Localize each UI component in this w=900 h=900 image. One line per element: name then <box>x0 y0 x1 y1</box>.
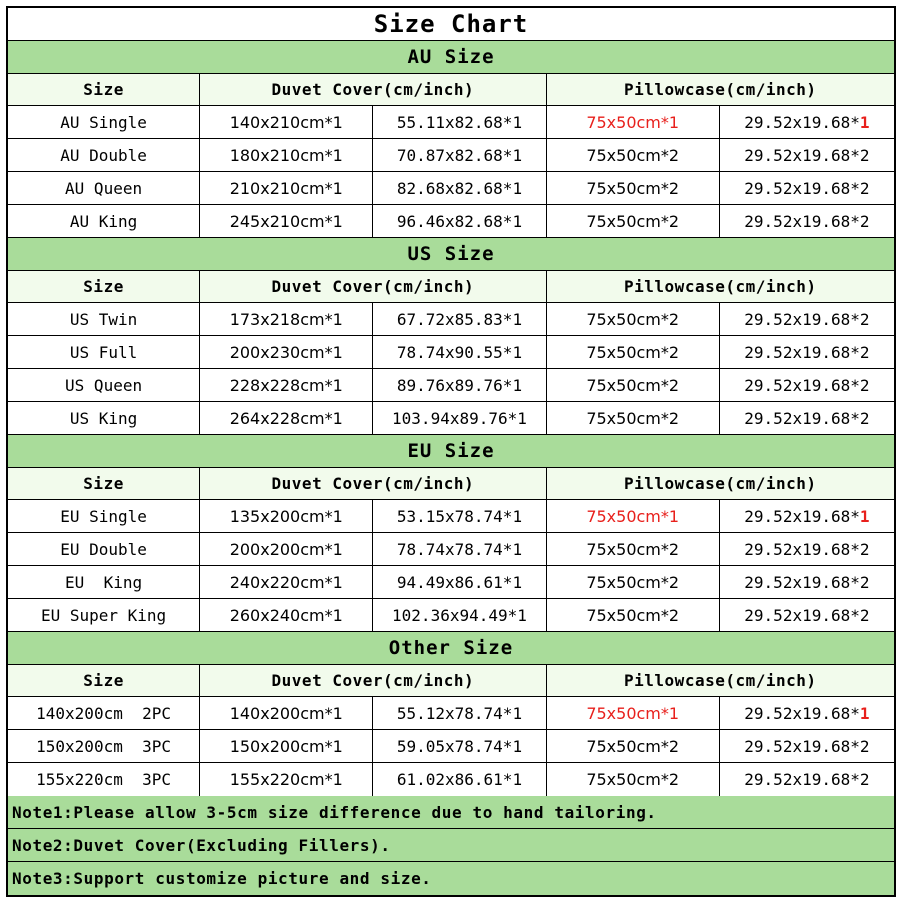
pillow-inch-value: 29.52x19.68*2 <box>744 408 870 428</box>
note-row <box>8 796 894 829</box>
header-pillowcase: Pillowcase(cm/inch) <box>624 474 817 493</box>
pillow-inch-cell <box>720 730 894 762</box>
duvet-inch-cell: 103.94x89.76*1 <box>373 402 546 434</box>
pillow-inch-count: 1 <box>859 703 870 723</box>
duvet-inch-cell: 89.76x89.76*1 <box>373 369 546 401</box>
duvet-cm-cell: 264x228cm*1 <box>200 402 373 434</box>
duvet-cm-cell: 240x220cm*1 <box>200 566 373 598</box>
section-header-row <box>8 632 894 665</box>
size-name-cell: AU Queen <box>8 172 200 204</box>
chart-title: Size Chart <box>373 10 529 38</box>
header-size: Size <box>8 665 200 696</box>
pillow-cm-cell: 75x50cm*2 <box>547 402 720 434</box>
section-title: Other Size <box>388 637 514 659</box>
duvet-inch-cell: 70.87x82.68*1 <box>373 139 546 171</box>
duvet-inch-cell: 78.74x90.55*1 <box>373 336 546 368</box>
pillow-inch-cell <box>720 402 894 434</box>
note-row <box>8 829 894 862</box>
pillow-inch-cell <box>720 172 894 204</box>
duvet-inch-cell: 96.46x82.68*1 <box>373 205 546 237</box>
size-name-cell: EU King <box>8 566 200 598</box>
duvet-cm-cell: 155x220cm*1 <box>200 763 373 796</box>
pillow-inch-value: 29.52x19.68*2 <box>744 211 870 231</box>
duvet-cm-cell: 140x200cm*1 <box>200 697 373 729</box>
table-row <box>8 533 894 566</box>
pillow-inch-value: 29.52x19.68*2 <box>744 736 870 756</box>
table-row <box>8 697 894 730</box>
pillow-inch-value: 29.52x19.68*2 <box>744 375 870 395</box>
note-text: Note1:Please allow 3-5cm size difference due to hand tailoring. <box>12 802 657 822</box>
pillow-inch-cell <box>720 303 894 335</box>
pillow-inch-cell <box>720 139 894 171</box>
size-name-cell: EU Double <box>8 533 200 565</box>
section-title: AU Size <box>407 46 495 68</box>
pillow-inch-cell <box>720 533 894 565</box>
duvet-inch-cell: 78.74x78.74*1 <box>373 533 546 565</box>
header-duvet-cover: Duvet Cover(cm/inch) <box>200 468 546 499</box>
pillow-cm-cell: 75x50cm*2 <box>547 205 720 237</box>
duvet-cm-cell: 200x230cm*1 <box>200 336 373 368</box>
pillow-cm-cell: 75x50cm*2 <box>547 566 720 598</box>
table-row <box>8 205 894 238</box>
table-row <box>8 139 894 172</box>
section-title: EU Size <box>407 440 495 462</box>
header-duvet-cover: Duvet Cover(cm/inch) <box>200 271 546 302</box>
pillow-cm-cell: 75x50cm*1 <box>547 500 720 532</box>
column-header-row <box>8 468 894 500</box>
duvet-inch-cell: 59.05x78.74*1 <box>373 730 546 762</box>
size-name-cell: 140x200cm 2PC <box>8 697 200 729</box>
note-row <box>8 862 894 895</box>
pillow-cm-cell: 75x50cm*2 <box>547 730 720 762</box>
pillow-inch-count: 1 <box>859 506 870 526</box>
pillow-inch-cell <box>720 500 894 532</box>
pillow-inch-value: 29.52x19.68* <box>744 703 860 723</box>
size-name-cell: AU Single <box>8 106 200 138</box>
duvet-inch-cell: 61.02x86.61*1 <box>373 763 546 796</box>
notes-container <box>8 796 894 895</box>
duvet-inch-cell: 55.12x78.74*1 <box>373 697 546 729</box>
pillow-inch-cell <box>720 205 894 237</box>
pillow-inch-value: 29.52x19.68*2 <box>744 539 870 559</box>
size-name-cell: AU Double <box>8 139 200 171</box>
pillow-inch-value: 29.52x19.68* <box>744 506 860 526</box>
size-name-cell: US Full <box>8 336 200 368</box>
header-size: Size <box>8 468 200 499</box>
table-row <box>8 303 894 336</box>
pillow-inch-cell <box>720 697 894 729</box>
note-text: Note2:Duvet Cover(Excluding Fillers). <box>12 835 391 855</box>
duvet-cm-cell: 200x200cm*1 <box>200 533 373 565</box>
pillow-cm-cell: 75x50cm*1 <box>547 106 720 138</box>
header-duvet-cover: Duvet Cover(cm/inch) <box>200 74 546 105</box>
table-row <box>8 402 894 435</box>
pillow-cm-cell: 75x50cm*2 <box>547 172 720 204</box>
pillow-inch-value: 29.52x19.68*2 <box>744 145 870 165</box>
duvet-cm-cell: 260x240cm*1 <box>200 599 373 631</box>
duvet-inch-cell: 82.68x82.68*1 <box>373 172 546 204</box>
table-row <box>8 566 894 599</box>
duvet-inch-cell: 55.11x82.68*1 <box>373 106 546 138</box>
pillow-cm-cell: 75x50cm*2 <box>547 599 720 631</box>
pillow-inch-value: 29.52x19.68* <box>744 112 860 132</box>
pillow-inch-cell <box>720 566 894 598</box>
duvet-cm-cell: 210x210cm*1 <box>200 172 373 204</box>
section-header-row <box>8 41 894 74</box>
table-row <box>8 730 894 763</box>
table-row <box>8 172 894 205</box>
size-name-cell: 150x200cm 3PC <box>8 730 200 762</box>
duvet-inch-cell: 94.49x86.61*1 <box>373 566 546 598</box>
pillow-inch-count: 1 <box>859 112 870 132</box>
table-row <box>8 599 894 632</box>
pillow-inch-value: 29.52x19.68*2 <box>744 178 870 198</box>
pillow-cm-cell: 75x50cm*2 <box>547 303 720 335</box>
duvet-cm-cell: 140x210cm*1 <box>200 106 373 138</box>
header-pillowcase: Pillowcase(cm/inch) <box>624 671 817 690</box>
pillow-cm-cell: 75x50cm*2 <box>547 369 720 401</box>
pillow-inch-cell <box>720 599 894 631</box>
pillow-cm-cell: 75x50cm*1 <box>547 697 720 729</box>
duvet-inch-cell: 67.72x85.83*1 <box>373 303 546 335</box>
column-header-row <box>8 74 894 106</box>
pillow-inch-value: 29.52x19.68*2 <box>744 342 870 362</box>
pillow-cm-cell: 75x50cm*2 <box>547 533 720 565</box>
duvet-inch-cell: 102.36x94.49*1 <box>373 599 546 631</box>
size-name-cell: EU Super King <box>8 599 200 631</box>
header-size: Size <box>8 74 200 105</box>
duvet-cm-cell: 180x210cm*1 <box>200 139 373 171</box>
header-size: Size <box>8 271 200 302</box>
size-name-cell: US Twin <box>8 303 200 335</box>
table-row <box>8 369 894 402</box>
chart-title-row <box>8 8 894 41</box>
size-name-cell: US Queen <box>8 369 200 401</box>
pillow-inch-value: 29.52x19.68*2 <box>744 770 870 789</box>
column-header-row <box>8 665 894 697</box>
header-pillowcase: Pillowcase(cm/inch) <box>624 277 817 296</box>
pillow-inch-cell <box>720 336 894 368</box>
duvet-cm-cell: 228x228cm*1 <box>200 369 373 401</box>
duvet-cm-cell: 135x200cm*1 <box>200 500 373 532</box>
size-chart-table <box>6 6 896 897</box>
column-header-row <box>8 271 894 303</box>
size-name-cell: 155x220cm 3PC <box>8 763 200 796</box>
header-duvet-cover: Duvet Cover(cm/inch) <box>200 665 546 696</box>
section-header-row <box>8 238 894 271</box>
pillow-inch-cell <box>720 763 894 796</box>
size-name-cell: US King <box>8 402 200 434</box>
duvet-cm-cell: 173x218cm*1 <box>200 303 373 335</box>
pillow-inch-value: 29.52x19.68*2 <box>744 605 870 625</box>
pillow-cm-cell: 75x50cm*2 <box>547 336 720 368</box>
pillow-cm-cell: 75x50cm*2 <box>547 139 720 171</box>
pillow-inch-cell <box>720 369 894 401</box>
duvet-cm-cell: 245x210cm*1 <box>200 205 373 237</box>
section-title: US Size <box>407 243 495 265</box>
table-row <box>8 336 894 369</box>
pillow-inch-value: 29.52x19.68*2 <box>744 572 870 592</box>
sections-container <box>8 41 894 796</box>
header-pillowcase: Pillowcase(cm/inch) <box>624 80 817 99</box>
section-header-row <box>8 435 894 468</box>
duvet-inch-cell: 53.15x78.74*1 <box>373 500 546 532</box>
pillow-inch-cell <box>720 106 894 138</box>
table-row <box>8 763 894 796</box>
note-text: Note3:Support customize picture and size. <box>12 869 432 888</box>
pillow-inch-value: 29.52x19.68*2 <box>744 309 870 329</box>
duvet-cm-cell: 150x200cm*1 <box>200 730 373 762</box>
size-name-cell: EU Single <box>8 500 200 532</box>
pillow-cm-cell: 75x50cm*2 <box>547 763 720 796</box>
size-name-cell: AU King <box>8 205 200 237</box>
table-row <box>8 106 894 139</box>
table-row <box>8 500 894 533</box>
